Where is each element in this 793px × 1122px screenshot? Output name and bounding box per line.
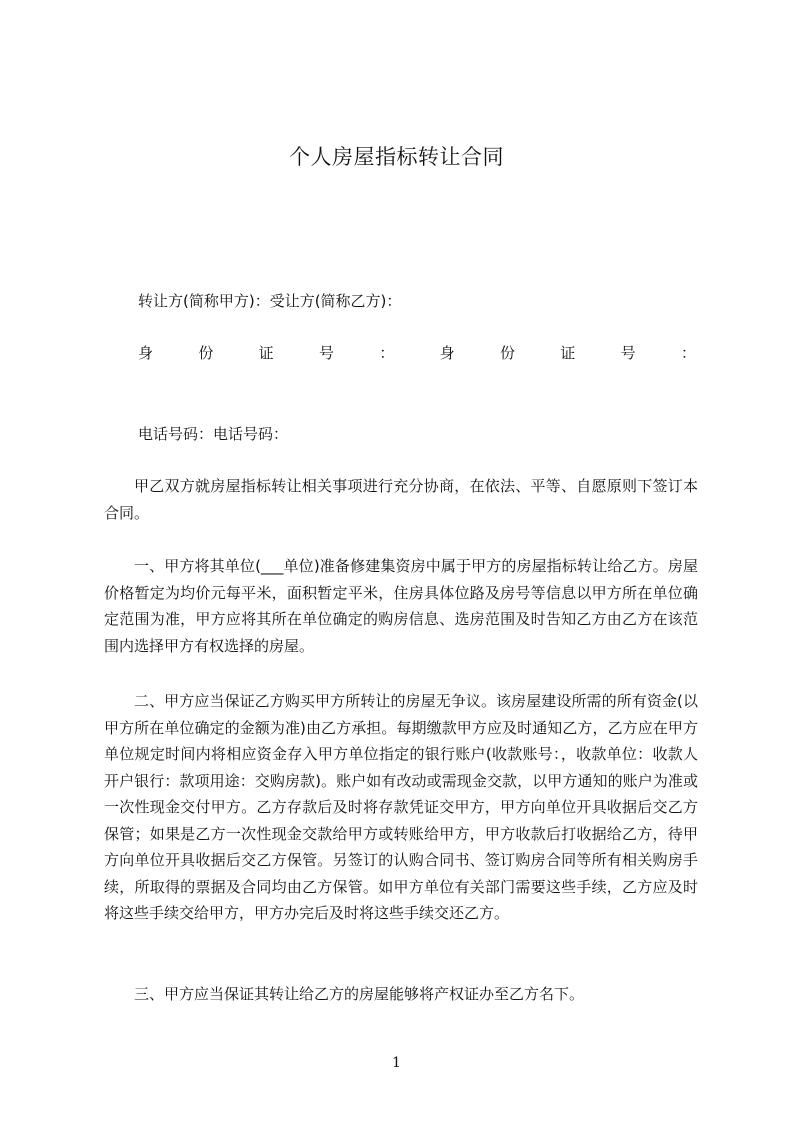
id-char: 身	[138, 344, 154, 362]
id-char: ：	[379, 344, 395, 362]
id-char: 号	[318, 344, 334, 362]
document-title: 个人房屋指标转让合同	[289, 145, 504, 169]
id-char: 证	[560, 344, 576, 362]
paragraph-clause-3: 三、甲方应当保证其转让给乙方的房屋能够将产权证办至乙方名下。	[134, 985, 585, 1003]
parties-line: 转让方(简称甲方)：受让方(简称乙方)：	[138, 292, 402, 310]
paragraph-intro: 甲乙双方就房屋指标转让相关事项进行充分协商，在依法、平等、自愿原则下签订本合同。	[104, 477, 698, 522]
id-char: 证	[258, 344, 274, 362]
paragraph-clause-2: 二、甲方应当保证乙方购买甲方所转让的房屋无争议。该房屋建设所需的所有资金(以甲方所在单位确定的金额为准)由乙方承担。每期缴款甲方应及时通知乙方，乙方应在甲方单位规定时间内将相应资金存入甲方单位指定的银行账户(收款账号：，收款单位：收款人开户银行：款项用途：交购房款)。账户如有改动或需现金交款，以甲方通知的账户为准或一次性现金交付甲方。乙方存款后及时将存款凭证交甲方，甲方向单位开具收据后交乙方保管；如果是乙方一次性现金交款给甲方或转账给甲方，甲方收款后打收据给乙方，待甲方向单位开具收据后交乙方保管。另签订的认购合同书、签订购房合同等所有相关购房手续，所取得的票据及合同均由乙方保管。如甲方单位有关部门需要这些手续，乙方应及时将这些手续交给甲方，甲方办完后及时将这些手续交还乙方。	[104, 692, 698, 922]
id-char: ：	[680, 344, 696, 362]
page-number: 1	[392, 1055, 401, 1071]
paragraph-clause-1: 一、甲方将其单位(___单位)准备修建集资房中属于甲方的房屋指标转让给乙方。房屋价格暂定为均价元每平米，面积暂定平米，住房具体位路及房号等信息以甲方所在单位确定范围为准，甲方应将其所在单位确定的购房信息、选房范围及时告知乙方由乙方在该范围内选择甲方有权选择的房屋。	[104, 557, 698, 655]
id-char: 份	[499, 344, 515, 362]
id-char: 身	[439, 344, 455, 362]
phone-line: 电话号码：电话号码：	[138, 425, 289, 443]
id-char: 份	[198, 344, 214, 362]
id-number-row	[138, 343, 696, 363]
id-char: 号	[620, 344, 636, 362]
